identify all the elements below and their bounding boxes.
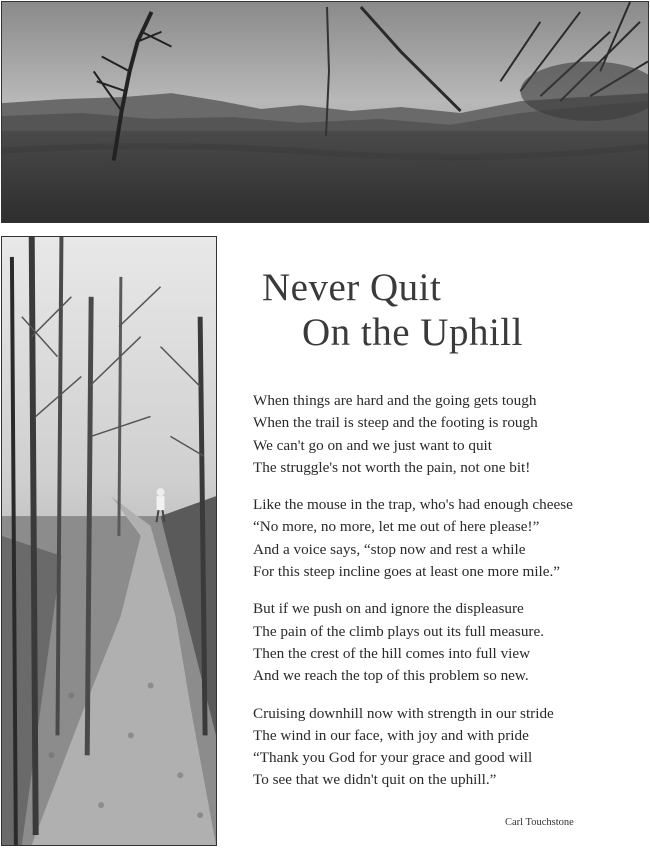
poem-line: We can't go on and we just want to quit: [253, 436, 492, 454]
poem-line: “No more, no more, let me out of here please!”: [253, 518, 540, 536]
poem-line: And a voice says, “stop now and rest a while: [253, 540, 526, 558]
poem-line: To see that we didn't quit on the uphill.”: [253, 771, 497, 789]
poem-line: When things are hard and the going gets tough: [253, 392, 537, 409]
poem-line: But if we push on and ignore the displeasure: [253, 600, 524, 618]
poem-title-line-2: On the Uphill: [302, 310, 523, 354]
poem-line: The pain of the climb plays out its full measure.: [253, 622, 545, 640]
poem-stanza-3: [253, 598, 648, 687]
poem-line: And we reach the top of this problem so new.: [253, 667, 529, 685]
poem-stanza-2: [253, 494, 648, 583]
poem-stanza-1: [253, 390, 648, 479]
forest-trail-photo-icon: [2, 237, 216, 845]
poem-author: Carl Touchstone: [505, 817, 574, 828]
poem-line: When the trail is steep and the footing is rough: [253, 414, 538, 432]
mountain-landscape-photo: [1, 1, 649, 223]
poem-body: [253, 390, 648, 807]
forest-trail-photo: [1, 236, 217, 846]
poem-title: [262, 266, 523, 356]
poem-line: Cruising downhill now with strength in our stride: [253, 704, 554, 722]
poem-line: The wind in our face, with joy and with pride: [253, 726, 529, 744]
mountain-landscape-photo-icon: [2, 2, 648, 222]
poem-line: For this steep incline goes at least one more mile.”: [253, 563, 561, 581]
poem-line: Like the mouse in the trap, who's had enough cheese: [253, 496, 573, 514]
poem-line: “Thank you God for your grace and good will: [253, 749, 533, 767]
poem-title-line-1: Never Quit: [262, 266, 442, 309]
poem-line: Then the crest of the hill comes into full view: [253, 644, 531, 662]
poem-line: The struggle's not worth the pain, not one bit!: [253, 458, 531, 476]
poem-stanza-4: [253, 703, 648, 792]
